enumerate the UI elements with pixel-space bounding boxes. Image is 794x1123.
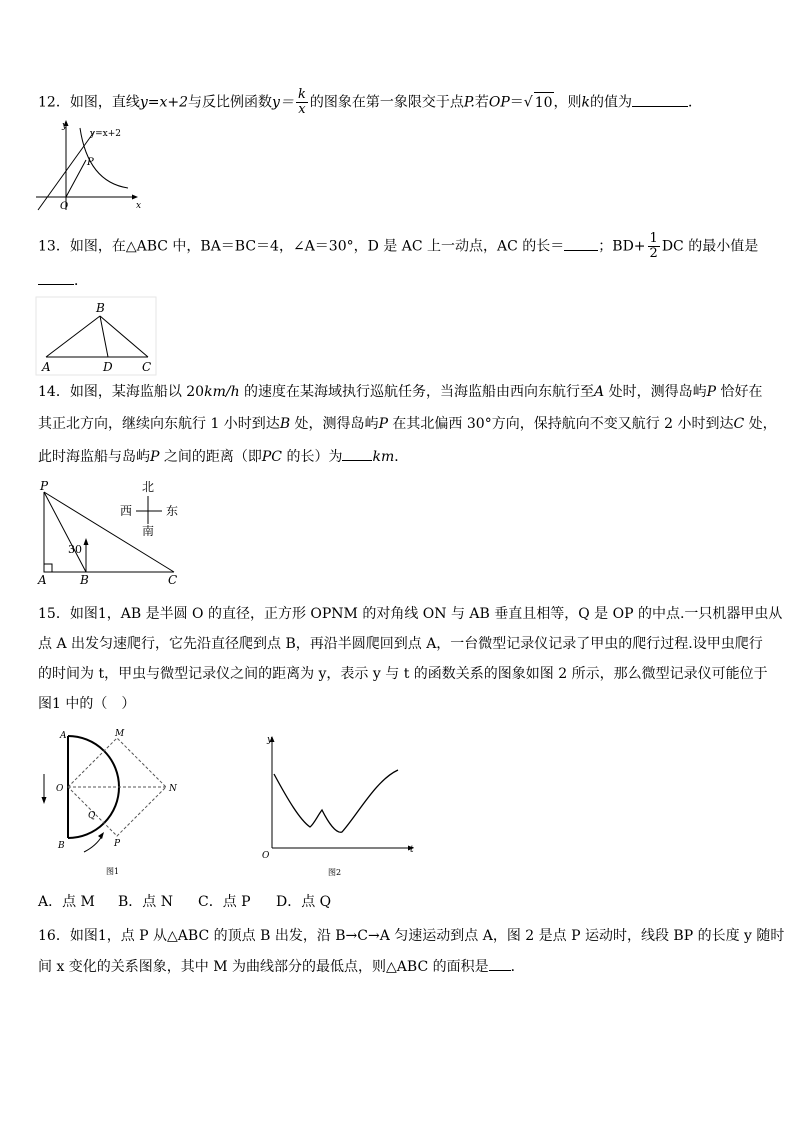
q12-end: ． bbox=[688, 94, 703, 111]
q14-l1a: 14．如图，某海监船以 20 bbox=[38, 384, 205, 400]
q13-fraction bbox=[648, 232, 660, 261]
q12-op: OP bbox=[488, 94, 510, 111]
q16-line2 bbox=[38, 956, 525, 977]
q14-l2d: 处， bbox=[744, 416, 777, 432]
q12-t1: 与反比例函数 bbox=[188, 94, 273, 111]
q13-blank-min[interactable] bbox=[38, 270, 74, 285]
q12-label-y: y bbox=[62, 121, 68, 131]
q12-p: P. bbox=[463, 94, 475, 111]
q15-line2 bbox=[38, 634, 763, 654]
q13-label-b: B bbox=[96, 301, 105, 315]
q14-l3unit: km bbox=[372, 449, 395, 465]
q15-caption-fig1: 图1 bbox=[106, 867, 120, 876]
q12-eq1: y=x+2 bbox=[139, 94, 189, 111]
q12-number: 12．如图，直线 bbox=[38, 94, 140, 111]
q14-line1 bbox=[38, 382, 763, 402]
q15-line1 bbox=[38, 604, 782, 624]
q15-label-a: A bbox=[60, 731, 67, 741]
q13-line1b: ；BD+ bbox=[598, 238, 646, 255]
q15-fig2-label-t: t bbox=[410, 845, 414, 855]
q15-figure2 bbox=[258, 730, 426, 878]
q14-side-pb bbox=[44, 492, 86, 572]
q14-l3c: 的长）为 bbox=[282, 449, 343, 465]
q15-curve-arrow-head bbox=[98, 832, 104, 839]
q15-fig2-curve bbox=[274, 770, 398, 832]
q14-figure bbox=[36, 478, 196, 588]
q14-angle-label: 30 bbox=[68, 543, 82, 556]
q14-l1d: 恰好在 bbox=[716, 384, 763, 400]
q12-eq2: y＝ bbox=[272, 94, 294, 111]
q15-option-d[interactable]: D．点 Q bbox=[276, 894, 332, 910]
q15-label-o: O bbox=[56, 784, 64, 794]
q13-frac-den: 2 bbox=[649, 246, 658, 261]
q15-square-opnm bbox=[68, 738, 166, 836]
q13-frac-num: 1 bbox=[649, 231, 658, 246]
q14-label-c: C bbox=[168, 573, 178, 587]
q14-compass-south: 南 bbox=[142, 524, 155, 538]
q14-compass-west: 西 bbox=[120, 504, 133, 518]
q12-t4: ，则 bbox=[553, 94, 582, 111]
q12-eq3: ＝ bbox=[509, 94, 524, 111]
q15-figure1 bbox=[32, 726, 192, 876]
q14-compass-north: 北 bbox=[142, 480, 155, 494]
q14-l1unit: km/h bbox=[204, 384, 240, 400]
q12-x-arrow bbox=[132, 195, 138, 200]
q12-label-x: x bbox=[136, 201, 142, 211]
q12-op-segment bbox=[66, 160, 86, 197]
q15-label-n: N bbox=[169, 784, 177, 794]
q15-l4: 图1 中的（ ） bbox=[38, 696, 136, 712]
q14-label-a: A bbox=[38, 573, 47, 587]
q12-label-o: O bbox=[60, 201, 69, 212]
q12-t5: 的值为 bbox=[590, 94, 633, 111]
q12-frac-num: k bbox=[297, 87, 306, 102]
q13-line1c: DC 的最小值是 bbox=[661, 238, 759, 255]
q15-l3: 的时间为 t，甲虫与微型记录仪之间的距离为 y，表示 y 与 t 的函数关系的图象如图 2 所示，那么微型记录仪可能位于 bbox=[38, 666, 768, 682]
q14-l1P: P bbox=[706, 384, 717, 400]
q14-l1c: 处时，测得岛屿 bbox=[604, 384, 707, 400]
q12-t2: 的图象在第一象限交于点 bbox=[309, 94, 464, 111]
q14-answer-blank[interactable] bbox=[342, 446, 372, 461]
q14-l1A: A bbox=[594, 384, 605, 400]
q15-l2: 点 A 出发匀速爬行，它先沿直径爬到点 B，再沿半圆爬回到点 A，一台微型记录仪记录了甲虫的爬行过程.设甲虫爬行 bbox=[38, 636, 763, 652]
q15-down-arrow-head bbox=[42, 797, 47, 804]
q15-line4 bbox=[38, 694, 135, 714]
q12-figure bbox=[36, 118, 146, 218]
q14-line2 bbox=[38, 414, 777, 434]
q12-label-line: y=x+2 bbox=[90, 129, 121, 139]
q13-label-c: C bbox=[142, 360, 152, 374]
q12-answer-blank[interactable] bbox=[632, 92, 688, 107]
q13-figure bbox=[36, 297, 156, 375]
q16-end: ． bbox=[510, 959, 525, 975]
q13-label-a: A bbox=[42, 360, 51, 374]
q15-fig2-label-o: O bbox=[262, 851, 270, 861]
q14-l2P: P bbox=[378, 416, 388, 432]
q15-options bbox=[38, 892, 794, 912]
q14-label-p: P bbox=[40, 479, 49, 493]
q14-l3P: P bbox=[150, 449, 160, 465]
q16-line1 bbox=[38, 926, 784, 946]
q13-end: ． bbox=[74, 273, 88, 289]
q15-l1: 15．如图1，AB 是半圆 O 的直径，正方形 OPNM 的对角线 ON 与 AB 垂直且相等，Q 是 OP 的中点.一只机器甲虫从 bbox=[38, 606, 783, 622]
q15-fig2-label-y: y bbox=[267, 735, 273, 745]
q13-side-ab bbox=[46, 316, 100, 357]
q14-l3a: 此时海监船与岛屿 bbox=[38, 449, 150, 465]
q15-curve-arrow-line bbox=[84, 836, 102, 852]
q14-label-b: B bbox=[80, 573, 89, 587]
q15-label-q: Q bbox=[88, 811, 96, 821]
q15-label-p: P bbox=[114, 839, 121, 849]
q16-l2: 间 x 变化的关系图象，其中 M 为曲线部分的最低点，则△ABC 的面积是 bbox=[38, 959, 489, 975]
q14-compass-east: 东 bbox=[166, 504, 179, 518]
q13-text bbox=[38, 232, 758, 261]
q16-answer-blank[interactable] bbox=[489, 956, 511, 971]
q15-option-b[interactable]: B．点 N bbox=[118, 894, 173, 910]
q13-label-d: D bbox=[103, 360, 113, 374]
q12-sqrt: 10 bbox=[534, 92, 554, 113]
q12-fraction bbox=[296, 88, 308, 117]
q14-end: ． bbox=[394, 449, 409, 465]
q15-option-a[interactable]: A．点 M bbox=[38, 894, 95, 910]
q12-frac-den: x bbox=[298, 102, 306, 117]
q13-line2 bbox=[38, 270, 88, 291]
q15-line3 bbox=[38, 664, 768, 684]
q14-l2b: 处，测得岛屿 bbox=[290, 416, 379, 432]
q15-caption-fig2: 图2 bbox=[328, 868, 342, 877]
q14-line3 bbox=[38, 446, 408, 467]
q14-l1b: 的速度在某海域执行巡航任务，当海监船由西向东航行至 bbox=[239, 384, 595, 400]
q14-north-arrow-head bbox=[84, 538, 89, 545]
q16-l1: 16．如图1，点 P 从△ABC 的顶点 B 出发，沿 B→C→A 匀速运动到点 A，图 2 是点 P 运动时，线段 BP 的长度 y 随时 bbox=[38, 928, 785, 944]
q14-l2B: B bbox=[279, 416, 291, 432]
q13-blank-ac[interactable] bbox=[564, 236, 598, 251]
q14-l2c: 在其北偏西 30°方向，保持航向不变又航行 2 小时到达 bbox=[387, 416, 734, 432]
q14-l2a: 其正北方向，继续向东航行 1 小时到达 bbox=[38, 416, 280, 432]
q15-label-m: M bbox=[115, 729, 125, 739]
q15-option-c[interactable]: C．点 P bbox=[198, 894, 251, 910]
q12-k: k bbox=[581, 94, 591, 111]
q12-label-p: P bbox=[87, 157, 94, 168]
q14-l3b: 之间的距离（即 bbox=[159, 449, 262, 465]
q12-t3: 若 bbox=[474, 94, 489, 111]
q14-side-pc bbox=[44, 492, 174, 572]
q14-right-angle bbox=[44, 564, 52, 572]
q15-label-b: B bbox=[58, 841, 65, 851]
q14-l2C: C bbox=[733, 416, 745, 432]
q13-line1: 13．如图，在△ABC 中，BA＝BC＝4，∠A＝30°，D 是 AC 上一动点，AC 的长＝ bbox=[38, 238, 565, 255]
q12-text: 12．如图，直线y=x+2与反比例函数y＝ $\frac{k}{x}$ 的图象在第一象限交于点P.若OP＝√ 10，则k的值为 ． bbox=[38, 87, 703, 117]
q14-l3PC: PC bbox=[261, 449, 283, 465]
